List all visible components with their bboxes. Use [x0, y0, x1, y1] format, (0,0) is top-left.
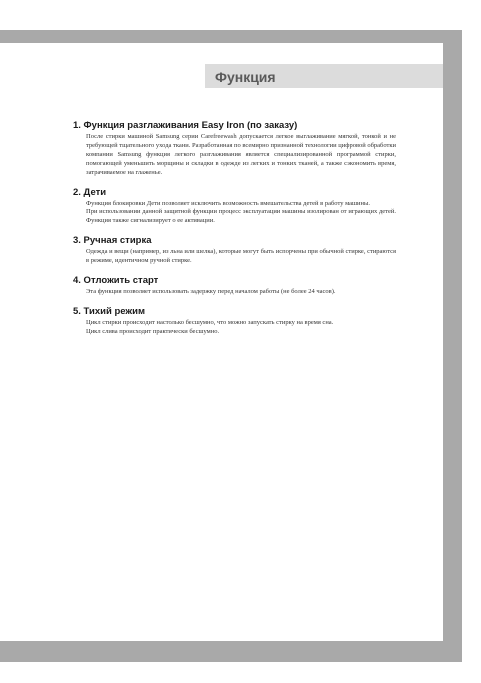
- section-hand-wash: [74, 235, 396, 266]
- page-title: [205, 64, 443, 88]
- section-paragraph: Эта функция позволяет использовать задержку перед началом работы (не более 24 часов).: [86, 288, 336, 296]
- section-child-lock: [74, 187, 396, 227]
- section-heading: 4. Отложить старт: [73, 275, 159, 287]
- content: [74, 120, 396, 346]
- section-heading: 3. Ручная стирка: [73, 235, 152, 247]
- section-paragraph: При использовании данной защитной функции процесс эксплуатации машины изолирован от играющих детей. Функция также сигнализирует о ее активации.: [86, 208, 396, 225]
- section-paragraph: После стирки машиной Samsung серии Carefreewash допускается легкое выглаживание мягкой, тонкой и не требующей тщательного ухода ткани. Разработанная по всемирно признанной технологии цифровой обработки компании Samsung функция легкого разглаживания является специализированной программой стирки, помогающей уменьшить морщины и складки в одежде из легких и тонких тканей, а также сэкономить время, затрачиваемое на глаженье.: [86, 133, 396, 176]
- page-title-text: Функция: [215, 69, 276, 85]
- section-heading: 2. Дети: [73, 186, 107, 198]
- section-heading: 1. Функция разглаживания Easy Iron (по заказу): [73, 120, 298, 131]
- section-paragraph: Цикл стирки происходит настолько бесшумно, что можно запускать стирку на время сна.: [86, 318, 334, 326]
- section-heading: 5. Тихий режим: [73, 305, 146, 317]
- section-delay-start: [74, 275, 396, 297]
- section-paragraph: Цикл слива происходит практически бесшумно.: [86, 327, 220, 335]
- section-paragraph: Одежда и вещи (например, из льна или шелка), которые могут быть испорчены при обычной стирке, стираются в режиме, идентичном ручной стирке.: [86, 248, 396, 265]
- section-quiet-mode: [74, 306, 396, 337]
- section-easy-iron: [74, 120, 396, 178]
- section-paragraph: Функция блокировки Дети позволяет исключить возможность вмешательства детей в работу машины.: [86, 199, 371, 207]
